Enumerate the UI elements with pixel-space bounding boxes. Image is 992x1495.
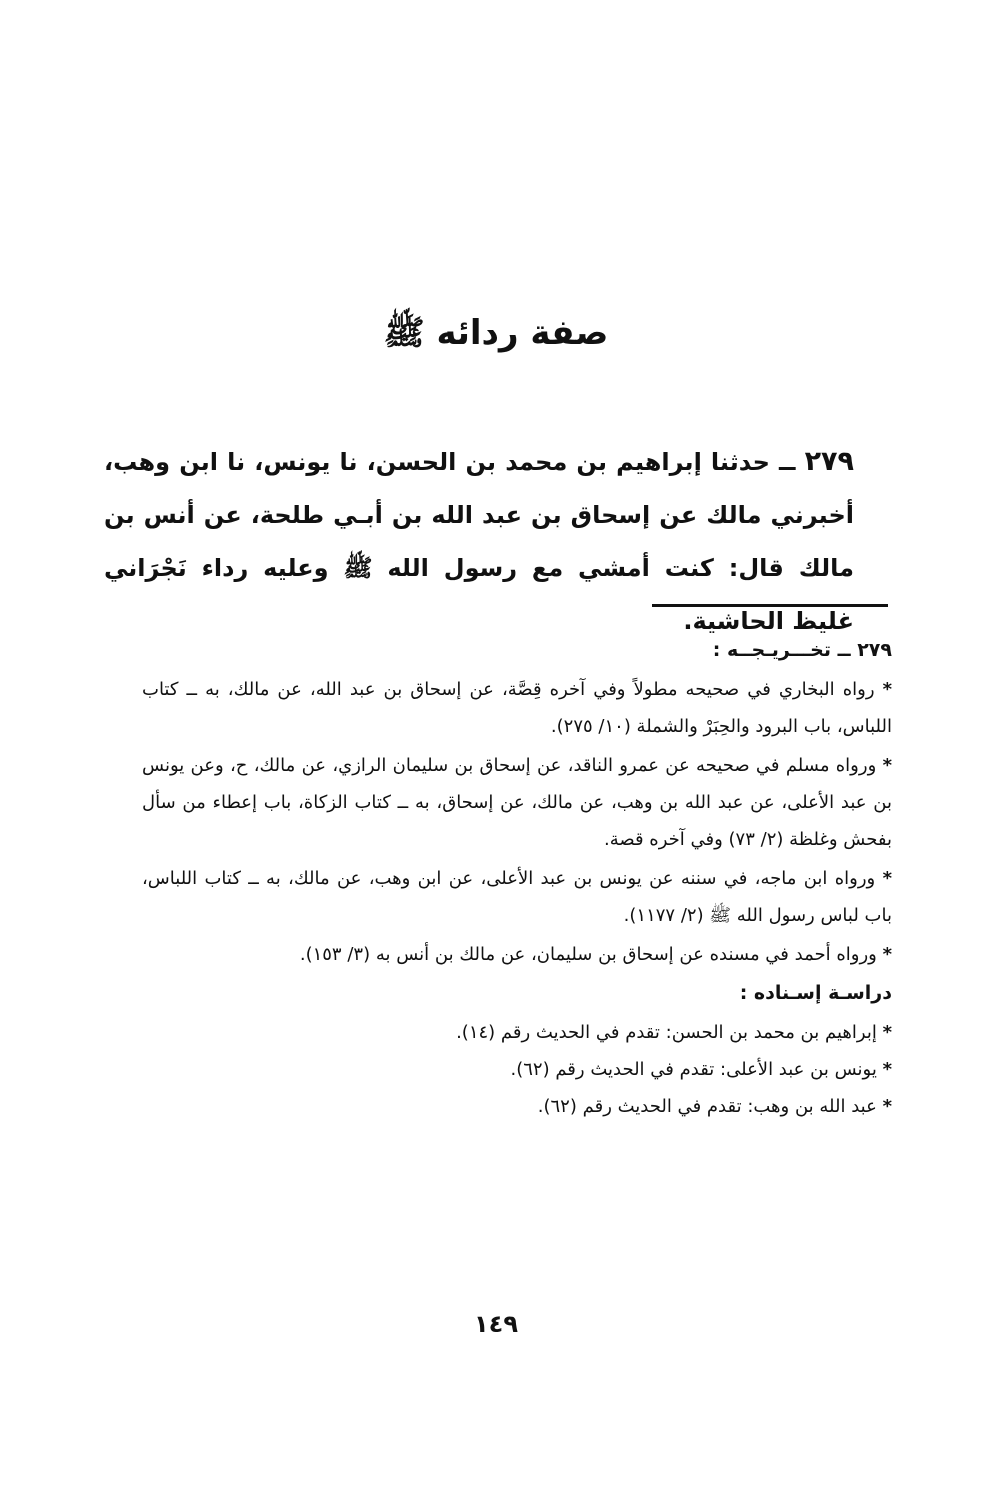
study-item-text: إبراهيم بن محمد بن الحسن: تقدم في الحديث رقم (١٤). [456,1022,877,1043]
chapter-title: صفة ردائه ﷺ [383,313,609,353]
takhrij-heading: ٢٧٩ ــ تخـــريـجــه : [712,639,892,661]
bullet-mark: * [882,755,892,776]
takhrij-item-text: ورواه مسلم في صحيحه عن عمرو الناقد، عن إسحاق بن سليمان الرازي، عن مالك، ح، وعن يونس بن عبد الأعلى، عن عبد الله بن وهب، عن مالك، عن إسحاق، به ــ كتاب الزكاة، باب إعطاء من سأل بفحش وغلظة (٢/ ٧٣) وفي آخره قصة. [142,755,892,850]
takhrij-item-text: ورواه أحمد في مسنده عن إسحاق بن سليمان، عن مالك بن أنس به (٣/ ١٥٣). [299,944,877,965]
takhrij-item-text: ورواه ابن ماجه، في سننه عن يونس بن عبد الأعلى، عن ابن وهب، عن مالك، به ــ كتاب اللباس، باب لباس رسول الله ﷺ (٢/ ١١٧٧). [142,868,892,926]
bullet-mark: * [882,1022,892,1043]
hadith-dash: ــ [769,448,805,476]
takhrij-item [142,860,892,934]
takhrij-item [142,936,892,973]
hadith-body: حدثنا إبراهيم بن محمد بن الحسن، نا يونس، نا ابن وهب، أخبرني مالك عن إسحاق بن عبد الله بن أبـي طلحة، عن أنس بن مالك قال: كنت أمشي مع رسول الله ﷺ وعليه رداء نَجْرَاني غليظ الحاشية. [104,448,854,635]
study-heading: دراسـة إسـناده : [739,982,892,1004]
bullet-mark: * [882,679,892,700]
hadith-text-block [104,435,854,648]
study-item [142,1014,892,1051]
footnotes-block [142,632,892,1125]
takhrij-item [142,671,892,745]
study-item [142,1088,892,1125]
bullet-mark: * [882,944,892,965]
footnote-separator [652,604,888,607]
study-item-text: يونس بن عبد الأعلى: تقدم في الحديث رقم (٦٢). [510,1059,877,1080]
takhrij-item [142,747,892,858]
bullet-mark: * [882,1096,892,1117]
page-number: ١٤٩ [474,1310,518,1338]
takhrij-item-text: رواه البخاري في صحيحه مطولاً وفي آخره قِصَّة، عن إسحاق بن عبد الله، عن مالك، به ــ كتاب اللباس، باب البرود والحِبَرْ والشملة (١٠/ ٢٧٥). [142,679,892,737]
hadith-number: ٢٧٩ [804,446,855,477]
bullet-mark: * [882,868,892,889]
study-item-text: عبد الله بن وهب: تقدم في الحديث رقم (٦٢). [537,1096,877,1117]
study-item [142,1051,892,1088]
bullet-mark: * [882,1059,892,1080]
